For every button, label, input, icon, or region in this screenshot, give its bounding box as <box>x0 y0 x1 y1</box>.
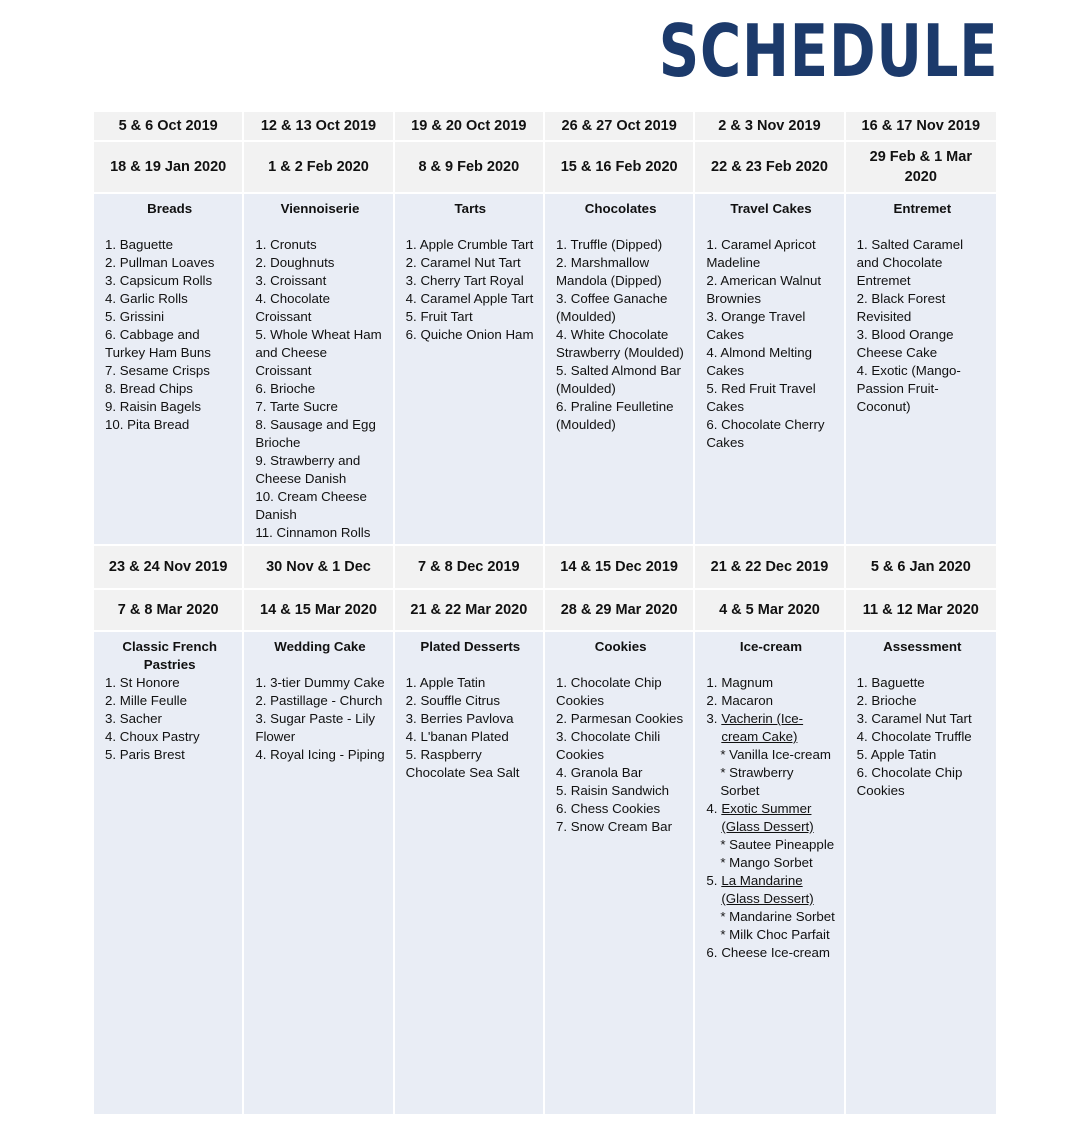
schedule-table <box>94 112 996 1116</box>
module-cell <box>695 632 843 1114</box>
list-item: 5. Salted Almond Bar (Moulded) <box>555 363 681 396</box>
list-item: 2. Pastillage - Church <box>255 693 383 708</box>
list-item: 1. St Honore <box>105 675 180 690</box>
module-cell <box>545 194 693 544</box>
module-cell <box>94 194 242 544</box>
date-cell: 5 & 6 Jan 2020 <box>846 546 996 588</box>
list-item: 3. Sacher <box>105 711 162 726</box>
date-cell: 8 & 9 Feb 2020 <box>395 142 543 192</box>
list-item: 4. Granola Bar <box>555 765 643 780</box>
date-cell: 5 & 6 Oct 2019 <box>94 112 242 140</box>
list-item: 8. Bread Chips <box>105 381 193 396</box>
module-cell <box>395 632 543 1114</box>
sub-item: * Vanilla Ice-cream <box>720 747 831 762</box>
date-cell: 26 & 27 Oct 2019 <box>545 112 693 140</box>
module-heading: Ice-cream <box>739 639 803 654</box>
list-item: 2. Brioche <box>856 693 917 708</box>
list-item: 5. Apple Tatin <box>856 747 937 762</box>
list-item: 6. Chocolate Cherry Cakes <box>706 417 825 450</box>
date-cell: 4 & 5 Mar 2020 <box>695 590 843 630</box>
list-item: 6. Chocolate Chip Cookies <box>856 765 963 798</box>
module-heading: Cookies <box>594 639 647 654</box>
list-item <box>706 674 835 692</box>
list-item: 3. Cherry Tart Royal <box>405 273 524 288</box>
list-item <box>706 692 835 710</box>
list-item: 4. Garlic Rolls <box>105 291 188 306</box>
date-cell: 28 & 29 Mar 2020 <box>545 590 693 630</box>
module-heading: Viennoiserie <box>280 201 360 216</box>
item-number: 1. <box>706 675 718 690</box>
date-row <box>94 590 996 630</box>
date-cell: 19 & 20 Oct 2019 <box>395 112 543 140</box>
list-item: 1. Cronuts <box>255 237 317 252</box>
sub-item: * Mango Sorbet <box>720 855 813 870</box>
list-item: 4. Exotic (Mango-Passion Fruit-Coconut) <box>856 363 961 414</box>
list-item: 6. Cabbage and Turkey Ham Buns <box>105 327 211 360</box>
list-item: 5. Paris Brest <box>105 747 185 762</box>
item-text: Exotic Summer (Glass Dessert) <box>721 801 814 834</box>
list-item: 4. Almond Melting Cakes <box>706 345 813 378</box>
list-item: 7. Sesame Crisps <box>105 363 210 378</box>
date-cell: 12 & 13 Oct 2019 <box>244 112 392 140</box>
list-item: 4. Chocolate Truffle <box>856 729 972 744</box>
list-item: 3. Blood Orange Cheese Cake <box>856 327 954 360</box>
item-text: Vacherin (Ice-cream Cake) <box>721 711 804 744</box>
item-number: 6. <box>706 945 718 960</box>
module-heading: Chocolates <box>584 201 657 216</box>
module-row <box>94 194 996 544</box>
module-cell <box>695 194 843 544</box>
list-item: 2. Black Forest Revisited <box>856 291 946 324</box>
date-row <box>94 546 996 588</box>
list-item: 10. Cream Cheese Danish <box>255 489 367 522</box>
list-item: 1. 3-tier Dummy Cake <box>255 675 385 690</box>
list-item: 5. Grissini <box>105 309 165 324</box>
module-heading: Assessment <box>883 639 962 654</box>
list-item: 1. Caramel Apricot Madeline <box>706 237 816 270</box>
module-heading: Entremet <box>893 201 952 216</box>
list-item: 9. Strawberry and Cheese Danish <box>255 453 361 486</box>
date-cell: 14 & 15 Dec 2019 <box>545 546 693 588</box>
module-heading: Tarts <box>454 201 487 216</box>
list-item <box>706 800 835 836</box>
item-text: Cheese Ice-cream <box>721 945 830 960</box>
sub-item: * Mandarine Sorbet <box>720 909 835 924</box>
module-cell <box>846 194 996 544</box>
list-item: 4. Caramel Apple Tart <box>405 291 534 306</box>
list-item: 2. Caramel Nut Tart <box>405 255 521 270</box>
list-item: 6. Chess Cookies <box>555 801 661 816</box>
list-item: 2. Doughnuts <box>255 255 335 270</box>
date-cell: 23 & 24 Nov 2019 <box>94 546 242 588</box>
list-item: 3. Capsicum Rolls <box>105 273 213 288</box>
list-item: 3. Chocolate Chili Cookies <box>555 729 661 762</box>
list-item: 11. Cinnamon Rolls <box>255 525 371 540</box>
list-item: 8. Sausage and Egg Brioche <box>255 417 376 450</box>
list-item: 2. Mille Feulle <box>105 693 188 708</box>
list-item: 5. Raspberry Chocolate Sea Salt <box>405 747 520 780</box>
list-item <box>706 872 835 908</box>
item-number: 4. <box>706 801 718 816</box>
date-cell: 29 Feb & 1 Mar 2020 <box>846 142 996 192</box>
sub-item: * Milk Choc Parfait <box>720 927 830 942</box>
list-item: 1. Apple Tatin <box>405 675 486 690</box>
module-heading: Travel Cakes <box>730 201 812 216</box>
list-item: 6. Praline Feulletine (Moulded) <box>555 399 674 432</box>
list-item: 3. Croissant <box>255 273 327 288</box>
list-item: 2. Pullman Loaves <box>105 255 215 270</box>
module-heading: Wedding Cake <box>274 639 366 654</box>
list-item: 1. Salted Caramel and Chocolate Entremet <box>856 237 964 288</box>
date-cell: 7 & 8 Dec 2019 <box>395 546 543 588</box>
list-item: 1. Apple Crumble Tart <box>405 237 534 252</box>
list-item: 4. Royal Icing - Piping <box>255 747 385 762</box>
list-item: 6. Quiche Onion Ham <box>405 327 534 342</box>
date-cell: 2 & 3 Nov 2019 <box>695 112 843 140</box>
list-item: 3. Orange Travel Cakes <box>706 309 806 342</box>
date-cell: 18 & 19 Jan 2020 <box>94 142 242 192</box>
list-item: 5. Red Fruit Travel Cakes <box>706 381 816 414</box>
list-item: 4. Choux Pastry <box>105 729 200 744</box>
module-heading: Breads <box>147 201 193 216</box>
page-title: SCHEDULE <box>658 9 998 93</box>
list-item: 3. Berries Pavlova <box>405 711 514 726</box>
date-cell: 1 & 2 Feb 2020 <box>244 142 392 192</box>
list-item: 3. Coffee Ganache (Moulded) <box>555 291 668 324</box>
list-item: 4. L'banan Plated <box>405 729 509 744</box>
list-item: 2. Souffle Citrus <box>405 693 501 708</box>
list-item: 3. Sugar Paste - Lily Flower <box>255 711 376 744</box>
list-item: 7. Tarte Sucre <box>255 399 338 414</box>
module-cell <box>545 632 693 1114</box>
module-heading: Plated Desserts <box>420 639 521 654</box>
sub-item: * Sautee Pineapple <box>720 837 835 852</box>
list-item: 10. Pita Bread <box>105 417 190 432</box>
date-cell: 7 & 8 Mar 2020 <box>94 590 242 630</box>
item-text: Magnum <box>721 675 774 690</box>
list-item: 5. Fruit Tart <box>405 309 473 324</box>
list-item: 5. Whole Wheat Ham and Cheese Croissant <box>255 327 382 378</box>
module-cell <box>244 632 392 1114</box>
list-item: 4. Chocolate Croissant <box>255 291 330 324</box>
list-item: 1. Baguette <box>856 675 925 690</box>
module-cell <box>846 632 996 1114</box>
date-cell: 30 Nov & 1 Dec <box>244 546 392 588</box>
date-cell: 16 & 17 Nov 2019 <box>846 112 996 140</box>
module-row <box>94 632 996 1114</box>
list-item: 3. Caramel Nut Tart <box>856 711 972 726</box>
item-number: 3. <box>706 711 718 726</box>
list-item: 1. Baguette <box>105 237 174 252</box>
list-item: 2. Marshmallow Mandola (Dipped) <box>555 255 662 288</box>
date-cell: 14 & 15 Mar 2020 <box>244 590 392 630</box>
list-item: 1. Truffle (Dipped) <box>555 237 663 252</box>
item-text: La Mandarine (Glass Dessert) <box>721 873 814 906</box>
list-item: 2. Parmesan Cookies <box>555 711 684 726</box>
module-cell <box>244 194 392 544</box>
list-item: 2. American Walnut Brownies <box>706 273 822 306</box>
list-item <box>706 944 835 962</box>
list-item: 9. Raisin Bagels <box>105 399 202 414</box>
date-cell: 22 & 23 Feb 2020 <box>695 142 843 192</box>
list-item: 1. Chocolate Chip Cookies <box>555 675 662 708</box>
date-cell: 21 & 22 Dec 2019 <box>695 546 843 588</box>
sub-item: * Strawberry Sorbet <box>720 765 794 798</box>
date-row <box>94 142 996 192</box>
list-item: 5. Raisin Sandwich <box>555 783 670 798</box>
module-cell <box>94 632 242 1114</box>
date-cell: 11 & 12 Mar 2020 <box>846 590 996 630</box>
list-item: 4. White Chocolate Strawberry (Moulded) <box>555 327 684 360</box>
date-cell: 21 & 22 Mar 2020 <box>395 590 543 630</box>
item-number: 5. <box>706 873 718 888</box>
item-number: 2. <box>706 693 718 708</box>
list-item: 7. Snow Cream Bar <box>555 819 673 834</box>
date-cell: 15 & 16 Feb 2020 <box>545 142 693 192</box>
module-heading: Classic French Pastries <box>122 639 217 672</box>
list-item: 6. Brioche <box>255 381 316 396</box>
list-item <box>706 710 835 746</box>
date-row <box>94 112 996 140</box>
item-text: Macaron <box>721 693 774 708</box>
module-cell <box>395 194 543 544</box>
